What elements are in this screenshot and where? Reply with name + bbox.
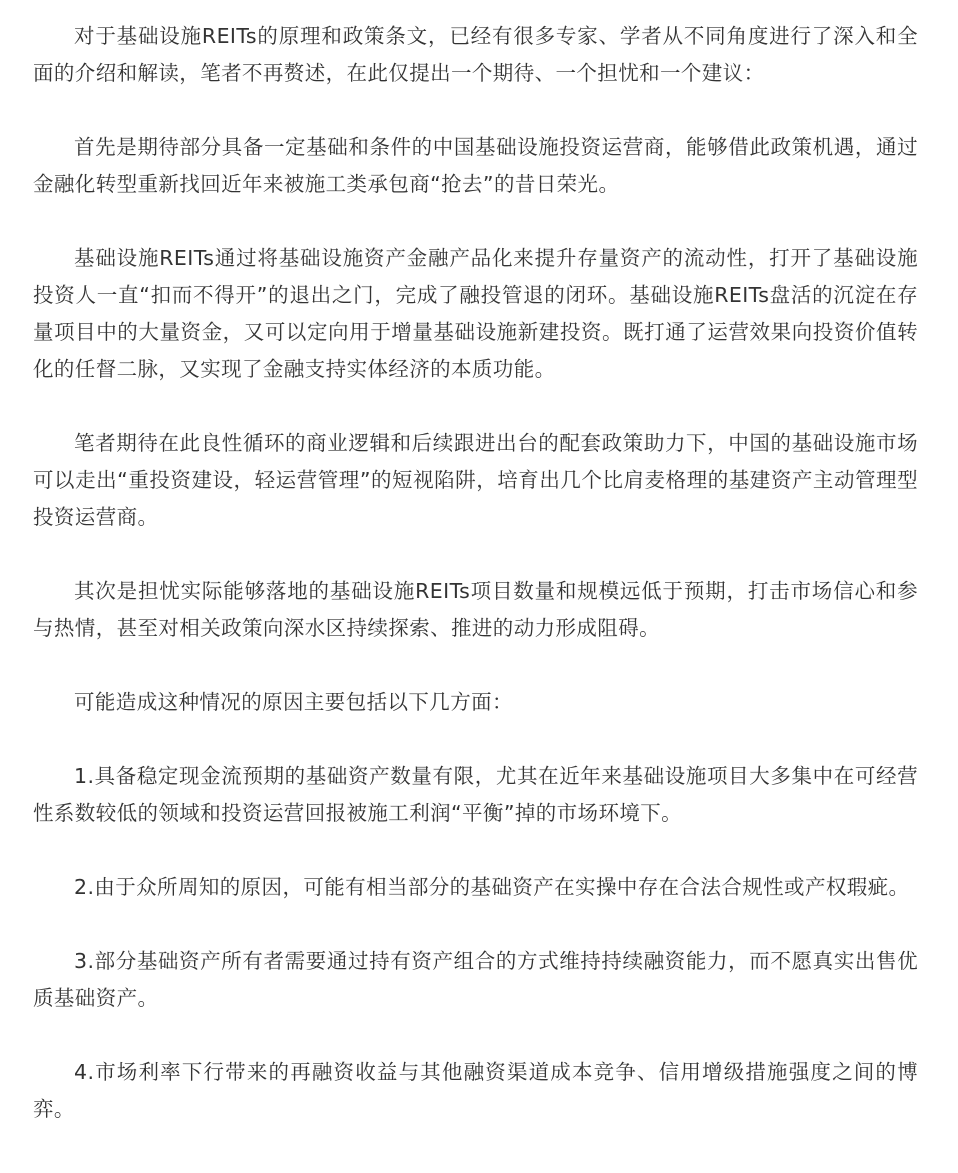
paragraph-expectation-outlook: 笔者期待在此良性循环的商业逻辑和后续跟进出台的配套政策助力下，中国的基础设施市场可以走出“重投资建设，轻运营管理”的短视陷阱，培育出几个比肩麦格理的基建资产主动管理型投资运营商。	[33, 431, 918, 529]
paragraph-reasons-heading: 可能造成这种情况的原因主要包括以下几方面：	[74, 690, 513, 714]
paragraph-concern: 其次是担忧实际能够落地的基础设施REITs项目数量和规模远低于预期，打击市场信心和参与热情，甚至对相关政策向深水区持续探索、推进的动力形成阻碍。	[33, 579, 918, 640]
paragraph-intro: 对于基础设施REITs的原理和政策条文，已经有很多专家、学者从不同角度进行了深入和全面的介绍和解读，笔者不再赘述，在此仅提出一个期待、一个担忧和一个建议：	[33, 24, 918, 85]
paragraph-reason-1: 1.具备稳定现金流预期的基础资产数量有限，尤其在近年来基础设施项目大多集中在可经营性系数较低的领域和投资运营回报被施工利润“平衡”掉的市场环境下。	[33, 764, 918, 825]
paragraph-expectation: 首先是期待部分具备一定基础和条件的中国基础设施投资运营商，能够借此政策机遇，通过金融化转型重新找回近年来被施工类承包商“抢去”的昔日荣光。	[33, 135, 918, 196]
paragraph-reits-mechanism: 基础设施REITs通过将基础设施资产金融产品化来提升存量资产的流动性，打开了基础设施投资人一直“扣而不得开”的退出之门，完成了融投管退的闭环。基础设施REITs盘活的沉淀在存量项目中的大量资金，又可以定向用于增量基础设施新建投资。既打通了运营效果向投资价值转化的任督二脉，又实现了金融支持实体经济的本质功能。	[33, 246, 918, 381]
paragraph-reason-3: 3.部分基础资产所有者需要通过持有资产组合的方式维持持续融资能力，而不愿真实出售优质基础资产。	[33, 949, 918, 1010]
paragraph-reason-4: 4.市场利率下行带来的再融资收益与其他融资渠道成本竞争、信用增级措施强度之间的博弈。	[33, 1060, 918, 1121]
paragraph-reason-2: 2.由于众所周知的原因，可能有相当部分的基础资产在实操中存在合法合规性或产权瑕疵。	[74, 875, 910, 899]
